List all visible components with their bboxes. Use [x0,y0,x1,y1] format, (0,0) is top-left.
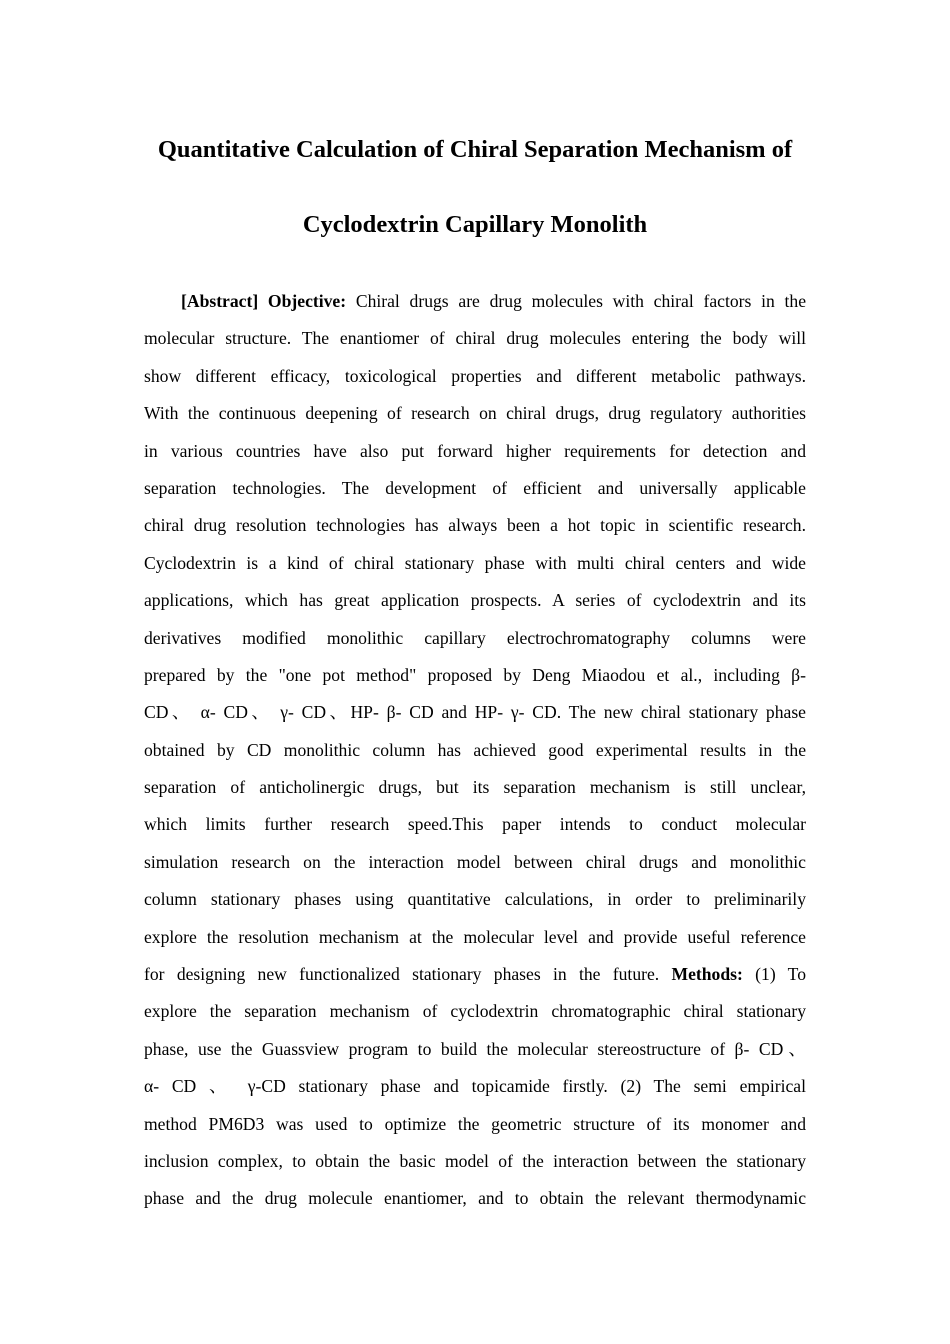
abstract-line: CD、 α- CD、 γ- CD、HP- β- CD and HP- γ- CD. The new chiral stationary phase [144,702,806,723]
abstract-line: With the continuous deepening of research on chiral drugs, drug regulatory authorities [144,403,806,424]
abstract-line: chiral drug resolution technologies has always been a hot topic in scientific research. [144,515,806,536]
abstract-label: [Abstract] Objective: [181,291,347,311]
title-line-2: Cyclodextrin Capillary Monolith [302,211,648,238]
abstract-line: show different efficacy, toxicological properties and different metabolic pathways. [144,365,806,386]
methods-line: phase and the drug molecule enantiomer, and to obtain the relevant thermodynamic [144,1188,806,1209]
abstract-line: separation technologies. The development of efficient and universally applicable [144,477,806,498]
abstract-line: simulation research on the interaction model between chiral drugs and monolithic [144,851,806,872]
methods-line: α- CD 、 γ-CD stationary phase and topicamide firstly. (2) The semi empirical [144,1076,806,1097]
abstract-body [144,283,806,1218]
abstract-line: for designing new functionalized stationary phases in the future. Methods: (1) To [144,964,806,985]
abstract-line: molecular structure. The enantiomer of chiral drug molecules entering the body will [144,328,806,349]
methods-line: inclusion complex, to obtain the basic model of the interaction between the stationary [144,1150,806,1171]
abstract-line: Cyclodextrin is a kind of chiral stationary phase with multi chiral centers and wide [144,552,806,573]
abstract-line: in various countries have also put forward higher requirements for detection and [144,440,806,461]
methods-line: phase, use the Guassview program to build the molecular stereostructure of β- CD、 [144,1038,806,1059]
methods-label: Methods: [671,964,743,985]
title-line-1: Quantitative Calculation of Chiral Separation Mechanism of [157,136,793,163]
abstract-line: separation of anticholinergic drugs, but its separation mechanism is still unclear, [144,777,806,798]
abstract-line: which limits further research speed.This paper intends to conduct molecular [144,814,806,835]
abstract-line: explore the resolution mechanism at the molecular level and provide useful reference [144,926,806,947]
abstract-line: column stationary phases using quantitative calculations, in order to preliminarily [144,889,806,910]
abstract-line: applications, which has great application prospects. A series of cyclodextrin and its [144,590,806,611]
abstract-line: [Abstract] Objective: Chiral drugs are drug molecules with chiral factors in the [181,291,806,311]
abstract-line: prepared by the "one pot method" proposed by Deng Miaodou et al., including β- [144,664,806,685]
abstract-line: obtained by CD monolithic column has achieved good experimental results in the [144,739,806,760]
methods-line: explore the separation mechanism of cyclodextrin chromatographic chiral stationary [144,1001,806,1022]
abstract-line: derivatives modified monolithic capillary electrochromatography columns were [144,627,806,648]
methods-line: method PM6D3 was used to optimize the geometric structure of its monomer and [144,1113,806,1134]
